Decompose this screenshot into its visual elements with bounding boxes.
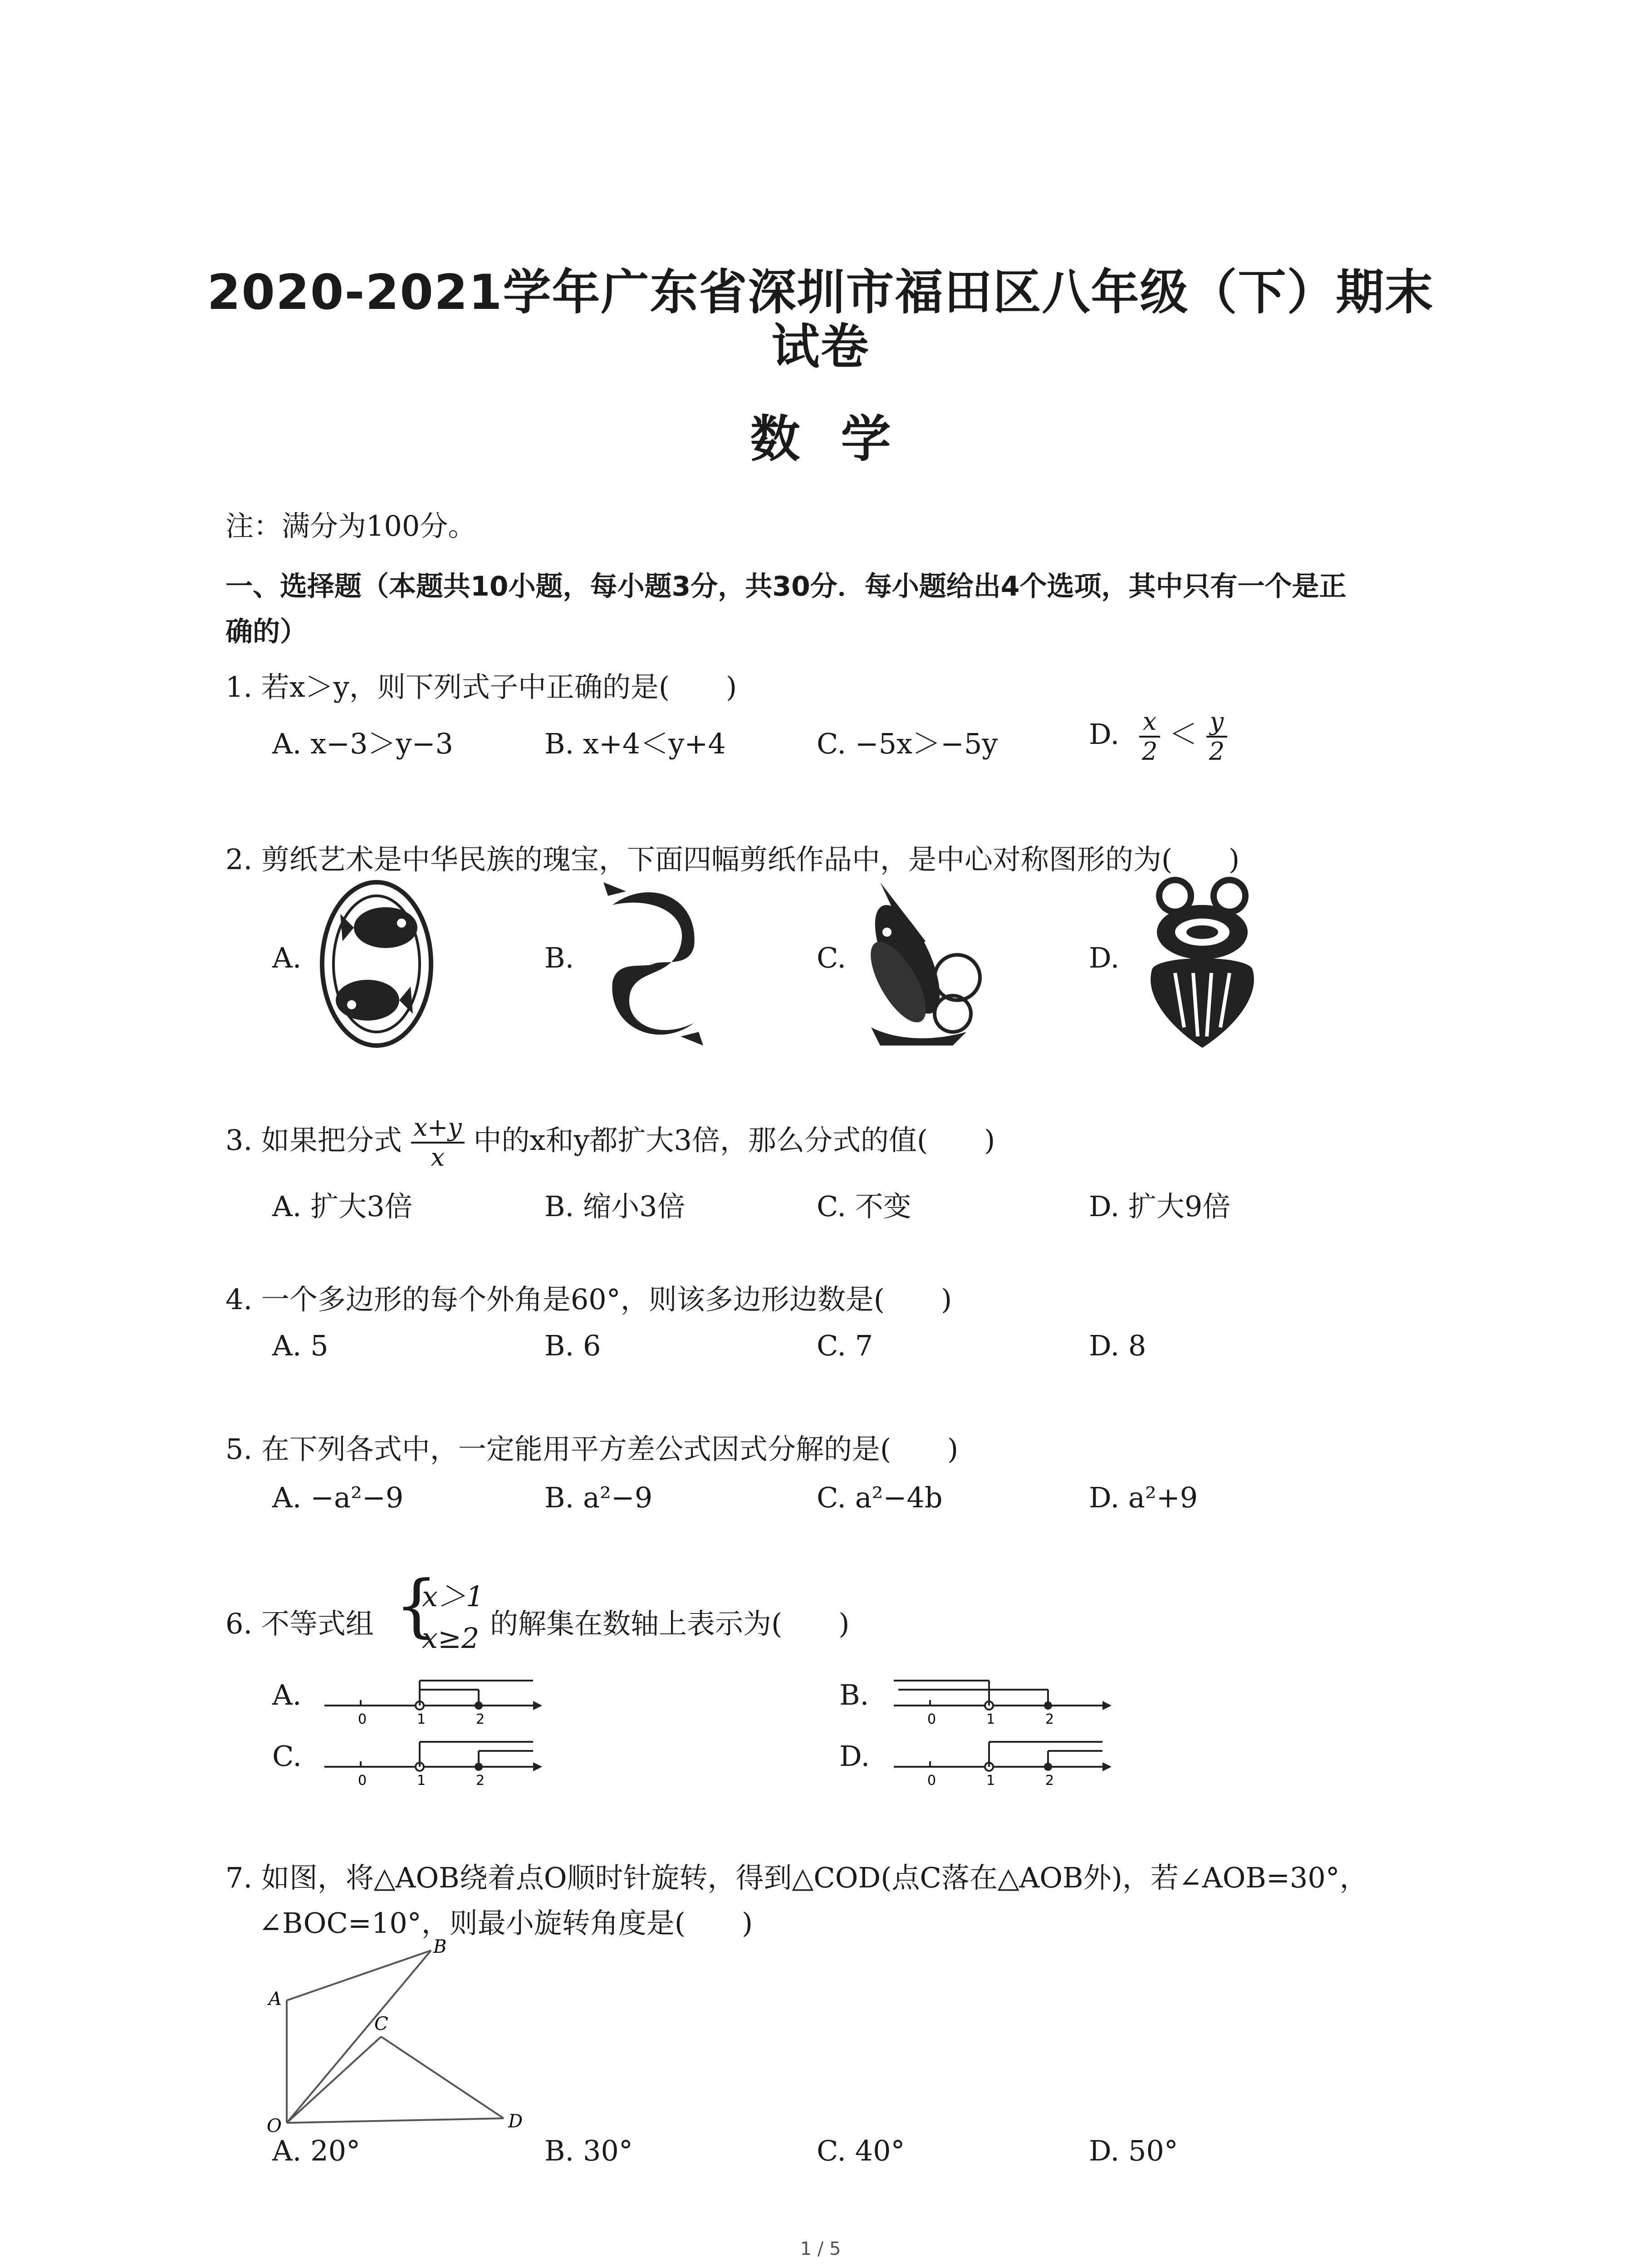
q7-option-a: A. 20°	[272, 2134, 361, 2167]
q3-stem-post: 中的x和y都扩大3倍，那么分式的值( )	[473, 1124, 995, 1157]
title-line-2: 试卷	[771, 319, 870, 375]
q6-brace: {	[395, 1566, 438, 1645]
q6-option-b: B.	[839, 1678, 869, 1711]
point-label-a: A	[269, 1989, 282, 2009]
q7-option-d: D. 50°	[1089, 2134, 1178, 2167]
number-line-d	[894, 1730, 1112, 1799]
q6-option-c: C.	[272, 1740, 302, 1773]
q1-option-a: A. x−3＞y−3	[272, 727, 453, 760]
q1-option-b: B. x+4＜y+4	[544, 727, 726, 760]
papercut-image-d	[1134, 878, 1270, 1050]
q2-option-c: C.	[817, 941, 846, 974]
segment-cd	[381, 2037, 504, 2118]
fraction-denominator: 2	[1209, 737, 1225, 766]
score-note: 注：满分为100分。	[225, 509, 476, 543]
q6-option-a: A.	[272, 1678, 302, 1711]
subject-title: 数学	[750, 410, 932, 468]
papercut-image-b	[594, 878, 712, 1050]
fraction-numerator: x+y	[411, 1114, 465, 1144]
q7-option-b: B. 30°	[544, 2134, 633, 2167]
fraction-numerator: x	[1139, 708, 1160, 738]
q2-option-b: B.	[544, 941, 574, 974]
q7-rotation-figure	[259, 1937, 540, 2136]
q3-stem-pre: 3. 如果把分式	[225, 1124, 402, 1157]
tick-label: 2	[476, 1773, 485, 1789]
q5-option-d: D. a²+9	[1089, 1481, 1198, 1514]
q6-option-d: D.	[839, 1740, 870, 1773]
q1-stem: 1. 若x＞y，则下列式子中正确的是( )	[225, 670, 737, 704]
q5-stem: 5. 在下列各式中，一定能用平方差公式因式分解的是( )	[225, 1432, 959, 1466]
q5-option-a: A. −a²−9	[272, 1481, 404, 1514]
tick-label: 0	[358, 1773, 367, 1789]
q3-fraction	[411, 1114, 465, 1172]
title-line-1: 2020-2021学年广东省深圳市福田区八年级（下）期末	[207, 264, 1434, 320]
tick-label: 0	[358, 1711, 367, 1727]
number-line-a	[324, 1669, 542, 1737]
q2-option-a: A.	[272, 941, 302, 974]
q6-inequality-2: x≥2	[422, 1622, 480, 1655]
fraction-denominator: x	[431, 1143, 445, 1172]
q4-option-c: C. 7	[817, 1329, 873, 1362]
tick-label: 0	[927, 1773, 936, 1789]
q3-option-b: B. 缩小3倍	[544, 1190, 686, 1223]
q5-option-b: B. a²−9	[544, 1481, 653, 1514]
q4-stem: 4. 一个多边形的每个外角是60°，则该多边形边数是( )	[225, 1283, 952, 1316]
segment-oc	[287, 2037, 381, 2123]
point-label-d: D	[508, 2111, 523, 2132]
papercut-image-c	[862, 878, 989, 1050]
tick-label: 1	[417, 1711, 426, 1727]
tick-label: 2	[1045, 1711, 1054, 1727]
tick-label: 1	[417, 1773, 426, 1789]
q5-option-c: C. a²−4b	[817, 1481, 943, 1514]
q6-stem-post: 的解集在数轴上表示为( )	[490, 1607, 850, 1640]
number-line-b	[894, 1669, 1112, 1737]
tick-label: 1	[986, 1711, 995, 1727]
tick-label: 2	[476, 1711, 485, 1727]
point-label-b: B	[433, 1936, 447, 1957]
q1-d-relation: ＜	[1169, 718, 1198, 751]
q3-option-a: A. 扩大3倍	[272, 1190, 413, 1223]
q1-d-fraction-1	[1139, 708, 1160, 766]
q6-inequality-1: x＞1	[422, 1580, 484, 1613]
tick-label: 2	[1045, 1773, 1054, 1789]
point-label-o: O	[267, 2116, 282, 2136]
section-heading-line-2: 确的）	[225, 616, 307, 648]
segment-od	[287, 2118, 504, 2123]
fraction-denominator: 2	[1141, 737, 1158, 766]
q7-option-c: C. 40°	[817, 2134, 905, 2167]
q4-option-b: B. 6	[544, 1329, 601, 1362]
q2-stem: 2. 剪纸艺术是中华民族的瑰宝，下面四幅剪纸作品中，是中心对称图形的为( )	[225, 843, 1240, 876]
q1-d-fraction-2	[1206, 708, 1227, 766]
point-label-c: C	[374, 2014, 388, 2034]
page-number: 1 / 5	[800, 2239, 841, 2259]
q3-stem	[225, 1114, 995, 1172]
section-heading-line-1: 一、选择题（本题共10小题，每小题3分，共30分．每小题给出4个选项，其中只有一个是正	[225, 571, 1347, 602]
tick-label: 0	[927, 1711, 936, 1727]
q2-option-d: D.	[1089, 941, 1120, 974]
q1-option-c: C. −5x＞−5y	[817, 727, 998, 760]
q7-stem-line-1: 7. 如图，将△AOB绕着点O顺时针旋转，得到△COD(点C落在△AOB外)，若∠AOB=30°，	[225, 1861, 1368, 1894]
tick-label: 1	[986, 1773, 995, 1789]
fraction-numerator: y	[1206, 708, 1227, 738]
q4-option-a: A. 5	[272, 1329, 328, 1362]
q6-stem-pre: 6. 不等式组	[225, 1607, 374, 1640]
number-line-c	[324, 1730, 542, 1799]
q1-option-d-label: D.	[1089, 718, 1120, 751]
q7-stem-line-2: ∠BOC=10°，则最小旋转角度是( )	[259, 1906, 753, 1940]
q3-option-d: D. 扩大9倍	[1089, 1190, 1231, 1223]
q4-option-d: D. 8	[1089, 1329, 1146, 1362]
papercut-image-a	[318, 878, 436, 1050]
q3-option-c: C. 不变	[817, 1190, 911, 1223]
q1-option-d	[1089, 708, 1227, 766]
